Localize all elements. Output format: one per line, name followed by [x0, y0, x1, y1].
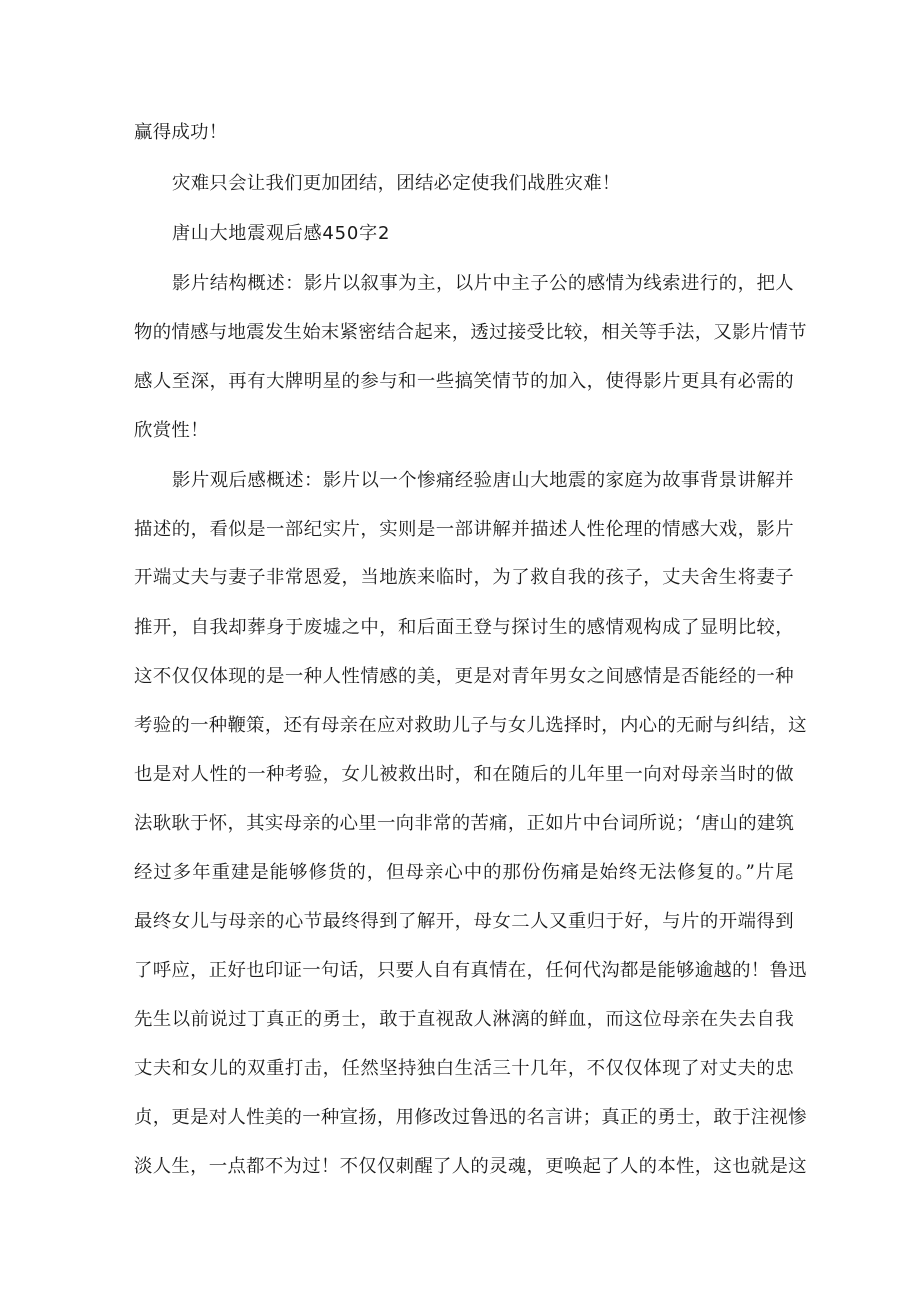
paragraph-line: 描述的，看似是一部纪实片，实则是一部讲解并描述人性伦理的情感大戏，影片 [134, 519, 794, 540]
paragraph-line: 推开，自我却葬身于废墟之中，和后面王登与探讨生的感情观构成了显明比较， [134, 617, 794, 638]
paragraph-line: 考验的一种鞭策，还有母亲在应对救助儿子与女儿选择时，内心的无耐与纠结，这 [134, 715, 807, 736]
paragraph-line: 法耿耿于怀，其实母亲的心里一向非常的苦痛，正如片中台词所说；‘唐山的建筑 [134, 813, 795, 834]
paragraph-line: 经过多年重建是能够修货的，但母亲心中的那份伤痛是始终无法修复的。”片尾 [134, 862, 794, 883]
paragraph-line: 赢得成功！ [134, 122, 228, 143]
paragraph-line: 了呼应，正好也印证一句话，只要人自有真情在，任何代沟都是能够逾越的！鲁迅 [134, 960, 807, 981]
paragraph-line: 贞，更是对人性美的一种宣扬，用修改过鲁迅的名言讲；真正的勇士，敢于注视惨 [134, 1107, 807, 1128]
paragraph-line: 开端丈夫与妻子非常恩爱，当地族来临时，为了救自我的孩子，丈夫舍生将妻子 [134, 567, 794, 588]
paragraph-line: 影片观后感概述：影片以一个惨痛经验唐山大地震的家庭为故事背景讲解并 [172, 470, 794, 491]
paragraph-line: 这不仅仅体现的是一种人性情感的美，更是对青年男女之间感情是否能经的一种 [134, 666, 794, 687]
paragraph-line: 物的情感与地震发生始末紧密结合起来，透过接受比较，相关等手法，又影片情节 [134, 322, 807, 343]
paragraph-line: 最终女儿与母亲的心节最终得到了解开，母女二人又重归于好，与片的开端得到 [134, 911, 794, 932]
paragraph-line: 丈夫和女儿的双重打击，任然坚持独白生活三十几年，不仅仅体现了对丈夫的忠 [134, 1058, 794, 1079]
paragraph-line: 也是对人性的一种考验，女儿被救出时，和在随后的儿年里一向对母亲当时的做 [134, 764, 794, 785]
paragraph-line: 淡人生，一点都不为过！不仅仅刺醒了人的灵魂，更唤起了人的本性，这也就是这 [134, 1156, 807, 1177]
paragraph-line: 先生以前说过丁真正的勇士，敢于直视敌人淋漓的鲜血，而这位母亲在失去自我 [134, 1009, 794, 1030]
paragraph-line: 感人至深，再有大牌明星的参与和一些搞笑情节的加入，使得影片更具有必需的 [134, 371, 794, 392]
paragraph-line: 灾难只会让我们更加团结，团结必定使我们战胜灾难！ [172, 173, 621, 194]
paragraph-line: 欣赏性！ [134, 420, 209, 441]
section-heading: 唐山大地震观后感450字2 [172, 223, 391, 244]
paragraph-line: 影片结构概述：影片以叙事为主，以片中主子公的感情为线索进行的，把人 [172, 273, 794, 294]
